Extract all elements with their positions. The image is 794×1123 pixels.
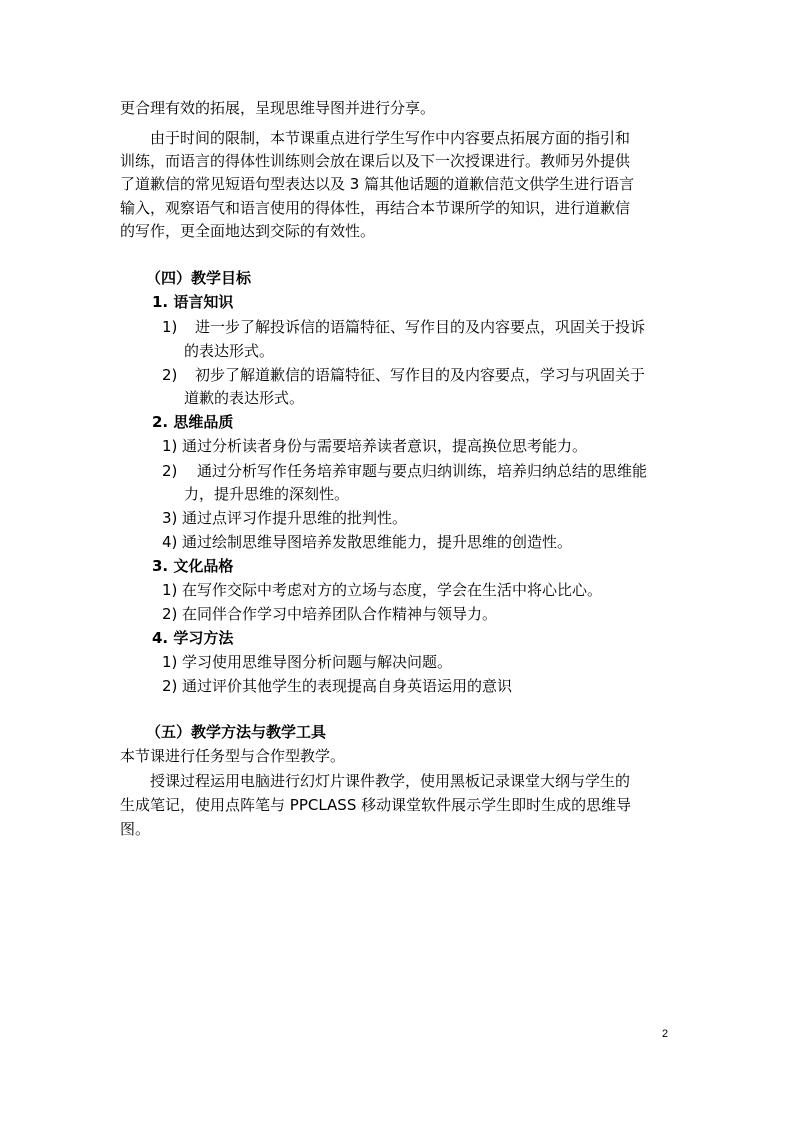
list-item <box>162 604 497 624</box>
paragraph-line: 了道歉信的常见短语句型表达以及 3 篇其他话题的道歉信范文供学生进行语言 <box>120 175 635 193</box>
subsection-title: 1. 语言知识 <box>152 293 234 311</box>
list-item <box>162 508 407 528</box>
list-item-continuation: 力，提升思维的深刻性。 <box>184 485 350 503</box>
paragraph-line: 由于时间的限制，本节课重点进行学生写作中内容要点拓展方面的指引和 <box>150 129 631 147</box>
list-item <box>162 461 647 481</box>
list-text: 通过分析读者身份与需要培养读者意识，提高换位思考能力。 <box>182 437 588 455</box>
list-number: 2) <box>162 462 178 480</box>
list-item-continuation: 的表达形式。 <box>184 342 275 360</box>
section-heading: （五）教学方法与教学工具 <box>146 723 327 741</box>
paragraph-line: 授课过程运用电脑进行幻灯片课件教学，使用黑板记录课堂大纲与学生的 <box>150 772 631 790</box>
list-item-continuation: 道歉的表达形式。 <box>184 389 305 407</box>
list-item <box>162 436 587 456</box>
list-item <box>162 365 645 385</box>
list-number: 1) <box>162 653 178 671</box>
section-heading: （四）教学目标 <box>146 269 252 287</box>
list-item <box>162 580 602 600</box>
list-text: 通过绘制思维导图培养发散思维能力，提升思维的创造性。 <box>182 533 573 551</box>
list-text: 学习使用思维导图分析问题与解决问题。 <box>182 653 453 671</box>
list-number: 2) <box>162 366 178 384</box>
paragraph-line: 生成笔记，使用点阵笔与 PPCLASS 移动课堂软件展示学生即时生成的思维导 <box>120 796 632 814</box>
paragraph-line: 训练，而语言的得体性训练则会放在课后以及下一次授课进行。教师另外提供 <box>120 152 631 170</box>
list-text: 通过点评习作提升思维的批判性。 <box>182 509 408 527</box>
paragraph-line: 的写作，更全面地达到交际的有效性。 <box>120 222 376 240</box>
list-text: 通过分析写作任务培养审题与要点归纳训练，培养归纳总结的思维能 <box>197 462 648 480</box>
list-number: 2) <box>162 605 178 623</box>
page-number: 2 <box>662 1028 669 1040</box>
list-number: 1) <box>162 581 178 599</box>
list-text: 通过评价其他学生的表现提高自身英语运用的意识 <box>182 677 513 695</box>
list-number: 1) <box>162 437 178 455</box>
list-text: 初步了解道歉信的语篇特征、写作目的及内容要点，学习与巩固关于 <box>195 366 646 384</box>
list-text: 进一步了解投诉信的语篇特征、写作目的及内容要点，巩固关于投诉 <box>195 318 646 336</box>
paragraph-line: 本节课进行任务型与合作型教学。 <box>120 747 346 765</box>
subsection-title: 4. 学习方法 <box>152 629 234 647</box>
list-item <box>162 676 512 696</box>
paragraph-line: 更合理有效的拓展，呈现思维导图并进行分享。 <box>120 99 436 117</box>
list-number: 3) <box>162 509 178 527</box>
list-text: 在写作交际中考虑对方的立场与态度，学会在生活中将心比心。 <box>182 581 603 599</box>
list-number: 4) <box>162 533 178 551</box>
list-number: 1) <box>162 318 178 336</box>
list-item <box>162 532 572 552</box>
subsection-title: 2. 思维品质 <box>152 413 234 431</box>
list-text: 在同伴合作学习中培养团队合作精神与领导力。 <box>182 605 498 623</box>
paragraph-line: 图。 <box>120 820 151 838</box>
paragraph-line: 输入，观察语气和语言使用的得体性，再结合本节课所学的知识，进行道歉信 <box>120 199 631 217</box>
list-number: 2) <box>162 677 178 695</box>
list-item <box>162 317 645 337</box>
list-item <box>162 652 452 672</box>
subsection-title: 3. 文化品格 <box>152 557 234 575</box>
